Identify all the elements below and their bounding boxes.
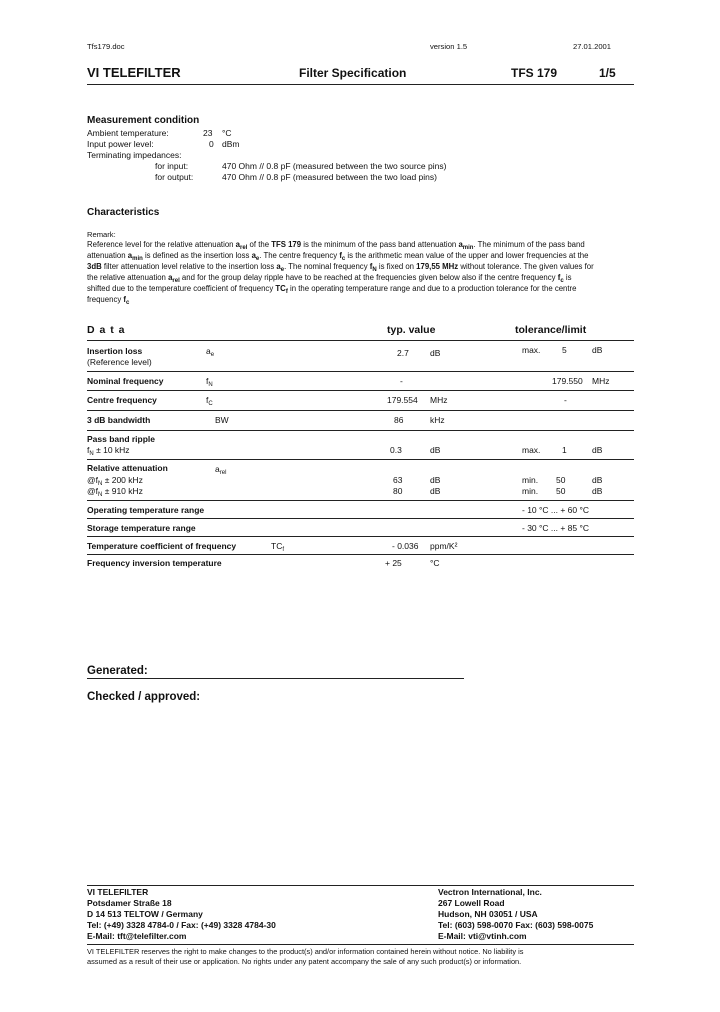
footer-left-line: Potsdamer Straße 18 xyxy=(87,898,172,908)
impedance-input-label: for input: xyxy=(155,161,189,171)
input-power-label: Input power level: xyxy=(87,139,154,149)
footer-left-line: D 14 513 TELTOW / Germany xyxy=(87,909,203,919)
temp-coefficient-symbol: $TC_f$ xyxy=(271,541,285,553)
checked-approved-label: Checked / approved: xyxy=(87,691,201,703)
operating-temp-label: Operating temperature range xyxy=(87,505,205,515)
impedance-output-value: 470 Ohm // 0.8 pF (measured between the two load pins) xyxy=(222,172,437,182)
version: version 1.5 xyxy=(430,42,468,51)
nominal-frequency-tol-unit: MHz xyxy=(592,376,610,386)
relative-attenuation-label: Relative attenuation xyxy=(87,463,168,473)
input-power-unit: dBm xyxy=(222,139,240,149)
insertion-loss-typ-unit: dB xyxy=(430,348,441,358)
attenuation-200khz-typ-unit: dB xyxy=(430,475,441,485)
attenuation-200khz-label: $@f_N \pm 200$ kHz xyxy=(87,475,143,487)
impedance-label: Terminating impedances: xyxy=(87,150,182,160)
remark-label: Remark: xyxy=(87,230,116,239)
row-divider xyxy=(87,430,634,431)
footer-divider xyxy=(87,885,634,886)
impedance-output-label: for output: xyxy=(155,172,194,182)
footer-right-line: 267 Lowell Road xyxy=(438,898,505,908)
insertion-loss-symbol: $a_e$ xyxy=(206,346,215,358)
bandwidth-typ-unit: kHz xyxy=(430,415,445,425)
remark-line-5: shifted due to the temperature coefficient of frequency $TC_f$ in the operating temperature range and due to a production tolerance for the centre xyxy=(87,284,577,295)
insertion-loss-tol-pre: max. xyxy=(522,345,541,355)
bandwidth-label: 3 dB bandwidth xyxy=(87,415,151,425)
insertion-loss-typ: 2.7 xyxy=(397,348,409,358)
impedance-input-value: 470 Ohm // 0.8 pF (measured between the two source pins) xyxy=(222,161,447,171)
page-number: 1/5 xyxy=(599,66,616,80)
centre-frequency-tol: - xyxy=(564,395,567,405)
remark-line-3: 3dB filter attenuation level relative to the insertion loss $a_e$. The nominal frequency $f_N$ is fixed on 179,55 MHz without tolerance. The given values for xyxy=(87,262,594,273)
nominal-frequency-label: Nominal frequency xyxy=(87,376,164,386)
characteristics-title: Characteristics xyxy=(87,207,160,218)
generated-signature-line xyxy=(87,678,464,679)
tolerance-column-header: tolerance/limit xyxy=(515,324,587,336)
ripple-typ: 0.3 xyxy=(390,445,402,455)
centre-frequency-typ-unit: MHz xyxy=(430,395,448,405)
storage-temp-label: Storage temperature range xyxy=(87,523,196,533)
date: 27.01.2001 xyxy=(573,42,612,51)
attenuation-200khz-tol: 50 xyxy=(556,475,566,485)
table-top-rule xyxy=(87,340,634,341)
disclaimer-line-1: VI TELEFILTER reserves the right to make changes to the product(s) and/or information contained herein without notice. No liability is xyxy=(87,947,524,956)
remark-line-1: Reference level for the relative attenuation $a_{rel}$ of the TFS 179 is the minimum of the pass band attenuation $a_{min}$. The minimum of the pass band xyxy=(87,240,585,251)
centre-frequency-typ: 179.554 xyxy=(387,395,418,405)
row-divider xyxy=(87,536,634,537)
attenuation-910khz-label: $@f_N \pm 910$ kHz xyxy=(87,486,143,498)
temp-coefficient-typ: - 0.036 xyxy=(392,541,419,551)
temp-coefficient-label: Temperature coefficient of frequency xyxy=(87,541,237,551)
company-name: VI TELEFILTER xyxy=(87,65,181,80)
measurement-title: Measurement condition xyxy=(87,115,200,126)
bandwidth-symbol: BW xyxy=(215,415,229,425)
relative-attenuation-symbol: $a_{rel}$ xyxy=(215,464,227,476)
ambient-temp-value: 23 xyxy=(203,128,213,138)
row-divider xyxy=(87,410,634,411)
insertion-loss-label: Insertion loss xyxy=(87,346,143,356)
inversion-temp-label: Frequency inversion temperature xyxy=(87,558,222,568)
row-divider xyxy=(87,500,634,501)
footer-left-line: Tel: (+49) 3328 4784-0 / Fax: (+49) 3328 4784-30 xyxy=(87,920,276,930)
footer-right-email[interactable]: E-Mail: vti@vtinh.com xyxy=(438,931,527,941)
footer-right-line: Hudson, NH 03051 / USA xyxy=(438,909,538,919)
generated-label: Generated: xyxy=(87,665,148,677)
insertion-loss-tol: 5 xyxy=(562,345,567,355)
ripple-sublabel: $f_N \pm 10$ kHz xyxy=(87,445,130,457)
attenuation-200khz-tol-unit: dB xyxy=(592,475,603,485)
row-divider xyxy=(87,518,634,519)
attenuation-200khz-tol-pre: min. xyxy=(522,475,539,485)
footer-left-email[interactable]: E-Mail: tft@telefilter.com xyxy=(87,931,187,941)
remark-line-6: frequency $f_c$ xyxy=(87,295,130,306)
nominal-frequency-tol: 179.550 xyxy=(552,376,583,386)
data-column-header: D a t a xyxy=(87,324,126,336)
row-divider xyxy=(87,371,634,372)
attenuation-910khz-tol-pre: min. xyxy=(522,486,539,496)
attenuation-200khz-typ: 63 xyxy=(393,475,403,485)
attenuation-910khz-tol: 50 xyxy=(556,486,566,496)
insertion-loss-sublabel: (Reference level) xyxy=(87,357,152,367)
ambient-temp-unit: °C xyxy=(222,128,232,138)
temp-coefficient-typ-unit: ppm/K² xyxy=(430,541,458,551)
centre-frequency-symbol: $f_C$ xyxy=(206,395,213,407)
input-power-value: 0 xyxy=(209,139,214,149)
disclaimer-line-2: assumed as a result of their use or application. No rights under any patent accompany the sale of any such product(s) or information. xyxy=(87,957,522,966)
nominal-frequency-symbol: $f_N$ xyxy=(206,376,213,388)
footer-left-line: VI TELEFILTER xyxy=(87,887,149,897)
ripple-tol-unit: dB xyxy=(592,445,603,455)
typ-value-column-header: typ. value xyxy=(387,324,436,336)
footer-right-line: Vectron International, Inc. xyxy=(438,887,542,897)
ripple-tol: 1 xyxy=(562,445,567,455)
remark-line-2: attenuation $a_{min}$ is defined as the insertion loss $a_e$. The centre frequency $f_c$ is the arithmetic mean value of the upper and lower frequencies at the xyxy=(87,251,589,262)
product-code: TFS 179 xyxy=(511,66,558,80)
doc-title: Filter Specification xyxy=(299,66,407,80)
ambient-temp-label: Ambient temperature: xyxy=(87,128,169,138)
inversion-temp-typ-unit: °C xyxy=(430,558,440,568)
ripple-typ-unit: dB xyxy=(430,445,441,455)
insertion-loss-tol-unit: dB xyxy=(592,345,603,355)
row-divider xyxy=(87,459,634,460)
row-divider xyxy=(87,554,634,555)
attenuation-910khz-typ-unit: dB xyxy=(430,486,441,496)
operating-temp-tol: - 10 °C ... + 60 °C xyxy=(522,505,590,515)
file-name: Tfs179.doc xyxy=(87,42,125,51)
ripple-label: Pass band ripple xyxy=(87,434,156,444)
header-divider xyxy=(87,84,634,85)
ripple-tol-pre: max. xyxy=(522,445,541,455)
attenuation-910khz-tol-unit: dB xyxy=(592,486,603,496)
bandwidth-typ: 86 xyxy=(394,415,404,425)
inversion-temp-typ: + 25 xyxy=(385,558,402,568)
centre-frequency-label: Centre frequency xyxy=(87,395,157,405)
footer-right-line: Tel: (603) 598-0070 Fax: (603) 598-0075 xyxy=(438,920,594,930)
attenuation-910khz-typ: 80 xyxy=(393,486,403,496)
nominal-frequency-typ: - xyxy=(400,376,403,386)
row-divider xyxy=(87,390,634,391)
remark-line-4: the relative attenuation $a_{rel}$ and for the group delay ripple have to be reached at the frequencies given below also if the centre frequency $f_c$ is xyxy=(87,273,572,284)
storage-temp-tol: - 30 °C ... + 85 °C xyxy=(522,523,590,533)
footer-bottom-divider xyxy=(87,944,634,945)
